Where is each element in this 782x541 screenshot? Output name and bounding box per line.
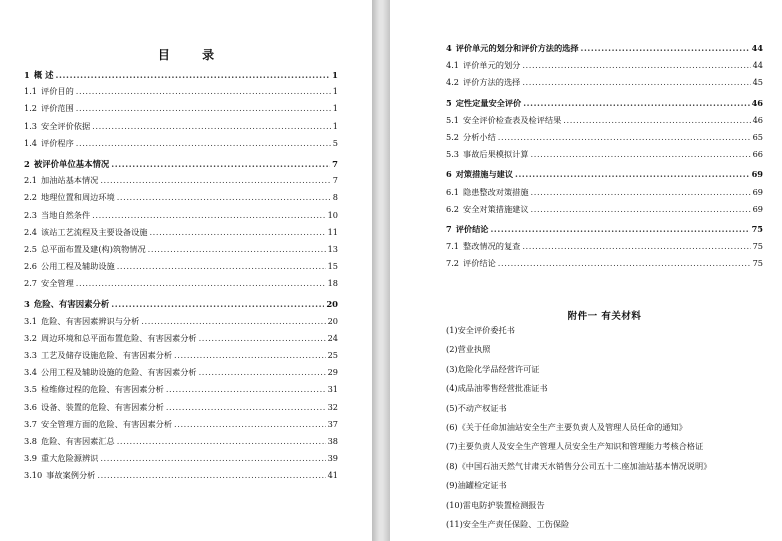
toc-page-number: 65 [752, 131, 763, 142]
toc-entry-number: 7 [446, 223, 452, 234]
attachment-item: (1)安全评价委托书 [446, 325, 515, 335]
toc-section-row[interactable] [446, 149, 763, 166]
toc-section-row[interactable] [24, 316, 338, 333]
toc-entry-number: 5 [446, 97, 452, 108]
toc-leader-dots [174, 350, 326, 360]
toc-entry-title: 事故案例分析 [46, 470, 96, 481]
toc-page-number: 69 [751, 169, 763, 180]
toc-page-number: 69 [752, 203, 763, 214]
toc-leader-dots [92, 210, 325, 220]
toc-leader-dots [117, 192, 331, 202]
toc-leader-dots [76, 86, 331, 96]
toc-entries-right [446, 43, 763, 275]
attachment-item: (6)《关于任命加油站安全生产主要负责人及管理人员任命的通知》 [446, 421, 687, 432]
toc-title: 目 录 [157, 48, 229, 62]
toc-entry-number: 2.6 [24, 261, 38, 272]
toc-entry-number: 1 [24, 70, 30, 80]
toc-entry-title: 分析小结 [463, 131, 496, 142]
toc-entry-number: 7.2 [446, 258, 460, 269]
toc-leader-dots [166, 402, 326, 412]
attachment-title: 附件一 有关材料 [567, 311, 642, 322]
toc-page-number: 7 [332, 158, 338, 169]
toc-entry-number: 5.3 [446, 149, 460, 160]
attachment-item: (7)主要负责人及安全生产管理人员安全生产知识和管理能力考核合格证 [446, 441, 704, 452]
toc-section-row[interactable] [24, 261, 338, 278]
toc-entry-title: 安全管理 [41, 278, 74, 289]
toc-page-number: 20 [326, 299, 338, 310]
toc-leader-dots [100, 175, 330, 185]
toc-page-number: 75 [752, 258, 763, 269]
toc-entry-title: 评价结论 [463, 258, 496, 269]
toc-entry-title: 概 述 [33, 70, 54, 80]
toc-section-row[interactable] [24, 419, 338, 436]
attachment-item: (8)《中国石油天然气甘肃天水销售分公司五十二座加油站基本情况说明》 [446, 460, 712, 471]
toc-entry-number: 3.1 [24, 315, 38, 326]
toc-leader-dots [515, 169, 750, 179]
toc-leader-dots [148, 244, 326, 254]
toc-entry-number: 6.2 [446, 203, 460, 214]
toc-section-row[interactable] [24, 227, 338, 244]
toc-entry-title: 评价单元的划分和评价方法的选择 [455, 43, 579, 53]
toc-entry-number: 6 [446, 169, 452, 180]
toc-entry-number: 3.8 [24, 435, 38, 446]
toc-entry-number: 2.5 [24, 243, 38, 254]
toc-chapter-row[interactable] [446, 43, 763, 60]
toc-leader-dots [531, 204, 751, 214]
toc-entry-number: 1.4 [24, 137, 38, 148]
toc-leader-dots [523, 98, 749, 108]
toc-leader-dots [117, 261, 326, 271]
toc-entry-number: 1.3 [24, 120, 38, 131]
toc-section-row[interactable] [24, 402, 338, 419]
toc-leader-dots [166, 384, 326, 394]
toc-page-number: 29 [327, 367, 338, 378]
toc-page-number: 44 [751, 43, 763, 53]
toc-page-number: 75 [752, 241, 763, 252]
toc-entry-title: 公用工程及辅助设施 [41, 261, 115, 272]
toc-entry-number: 4 [446, 43, 452, 53]
toc-page-number: 46 [752, 114, 763, 125]
toc-entry-title: 安全管理方面的危险、有害因素分析 [41, 418, 173, 429]
toc-page-number: 1 [332, 86, 338, 97]
toc-page-number: 5 [332, 137, 338, 148]
toc-leader-dots [100, 453, 325, 463]
toc-page-number: 8 [332, 192, 338, 203]
attachment-item: (4)成品油零售经营批准证书 [446, 383, 548, 394]
toc-entry-title: 重大危险源辨识 [41, 453, 99, 464]
toc-entries-left [24, 69, 338, 488]
toc-section-row[interactable] [24, 175, 338, 192]
toc-entry-title: 评价结论 [455, 223, 489, 234]
toc-section-row[interactable] [24, 121, 338, 138]
toc-page-number: 32 [327, 401, 338, 412]
toc-section-row[interactable] [24, 367, 338, 384]
toc-page-number: 31 [327, 384, 338, 395]
toc-entry-title: 评价方法的选择 [463, 77, 521, 88]
toc-page-number: 15 [327, 261, 338, 272]
attachment-item: (11)安全生产责任保险、工伤保险 [446, 518, 570, 529]
toc-leader-dots [522, 60, 750, 70]
toc-leader-dots [174, 419, 326, 429]
toc-leader-dots [92, 121, 331, 131]
toc-leader-dots [522, 241, 750, 251]
toc-section-row[interactable] [446, 187, 763, 204]
toc-entry-title: 危险、有害因素分析 [33, 299, 110, 310]
toc-section-row[interactable] [24, 470, 338, 487]
toc-leader-dots [111, 159, 330, 169]
attachment-item: (2)营业执照 [446, 344, 491, 355]
toc-chapter-row[interactable] [446, 98, 763, 115]
toc-section-row[interactable] [24, 103, 338, 120]
toc-leader-dots [76, 103, 331, 113]
toc-page-number: 46 [751, 97, 763, 108]
toc-entry-title: 设备、装置的危险、有害因素分析 [41, 401, 164, 412]
toc-entry-number: 6.1 [446, 186, 460, 197]
toc-page-number: 39 [327, 453, 338, 464]
toc-section-row[interactable] [24, 350, 338, 367]
toc-page-number: 1 [332, 120, 338, 131]
toc-page-number: 10 [327, 209, 338, 220]
toc-leader-dots [141, 316, 325, 326]
toc-entry-title: 检维修过程的危险、有害因素分析 [41, 384, 164, 395]
toc-entry-title: 危险、有害因素汇总 [41, 435, 115, 446]
toc-entry-title: 对策措施与建议 [455, 169, 514, 180]
toc-page-number: 20 [327, 315, 338, 326]
toc-page-right [390, 0, 782, 541]
toc-entry-title: 隐患整改对策措施 [463, 186, 529, 197]
toc-entry-number: 1.1 [24, 86, 38, 97]
toc-leader-dots [111, 299, 324, 309]
toc-entry-number: 4.2 [446, 77, 460, 88]
toc-page-number: 13 [327, 243, 338, 254]
toc-leader-dots [522, 77, 750, 87]
attachment-item: (3)危险化学品经营许可证 [446, 363, 540, 374]
toc-entry-title: 评价范围 [41, 103, 74, 114]
toc-entry-number: 4.1 [446, 60, 460, 71]
toc-leader-dots [498, 258, 751, 268]
toc-page-number: 1 [332, 103, 338, 114]
toc-entry-number: 3.3 [24, 350, 38, 360]
toc-entry-number: 2.1 [24, 175, 38, 186]
toc-page-left [0, 0, 372, 541]
toc-page-number: 24 [327, 332, 338, 343]
toc-page-number: 45 [752, 77, 763, 88]
toc-page-number: 7 [332, 175, 338, 186]
toc-section-row[interactable] [24, 384, 338, 401]
toc-entry-title: 危险、有害因素辨识与分析 [41, 315, 140, 326]
toc-leader-dots [490, 224, 749, 234]
toc-chapter-row[interactable] [24, 158, 338, 175]
toc-entry-number: 5.1 [446, 114, 460, 125]
toc-entry-title: 被评价单位基本情况 [33, 158, 110, 169]
toc-entry-number: 3.5 [24, 384, 38, 395]
toc-section-row[interactable] [446, 241, 763, 258]
toc-entry-title: 安全对策措施建议 [463, 203, 529, 214]
toc-section-row[interactable] [446, 204, 763, 221]
toc-section-row[interactable] [24, 436, 338, 453]
toc-section-row[interactable] [446, 258, 763, 275]
toc-section-row[interactable] [24, 244, 338, 261]
toc-page-number: 44 [752, 60, 763, 71]
toc-entry-title: 周边环境和总平面布置危险、有害因素分析 [41, 332, 197, 343]
toc-chapter-row[interactable] [24, 298, 338, 315]
toc-entry-number: 2 [24, 158, 30, 169]
toc-entry-number: 3 [24, 299, 30, 310]
toc-entry-number: 3.2 [24, 332, 38, 343]
toc-entry-title: 地理位置和周边环境 [41, 192, 115, 203]
toc-entry-title: 加油站基本情况 [41, 175, 99, 186]
toc-page-number: 38 [327, 435, 338, 446]
toc-chapter-row[interactable] [24, 69, 338, 86]
toc-leader-dots [199, 367, 326, 377]
toc-page-number: 18 [327, 278, 338, 289]
toc-entry-title: 评价目的 [41, 86, 74, 97]
toc-entry-number: 2.7 [24, 278, 38, 289]
toc-page-number: 1 [332, 70, 338, 80]
toc-page-number: 37 [327, 418, 338, 429]
toc-entry-title: 当地自然条件 [41, 209, 91, 220]
attachment-item: (5)不动产权证书 [446, 402, 507, 413]
toc-leader-dots [97, 470, 325, 480]
toc-section-row[interactable] [24, 192, 338, 209]
toc-leader-dots [76, 138, 331, 148]
toc-section-row[interactable] [24, 210, 338, 227]
toc-leader-dots [199, 333, 326, 343]
toc-leader-dots [498, 132, 751, 142]
toc-entry-number: 3.6 [24, 401, 38, 412]
toc-section-row[interactable] [446, 115, 763, 132]
toc-section-row[interactable] [24, 138, 338, 155]
toc-entry-number: 3.9 [24, 453, 38, 464]
toc-leader-dots [56, 70, 331, 80]
toc-entry-title: 公用工程及辅助设施的危险、有害因素分析 [41, 367, 197, 378]
page-gutter [372, 0, 390, 541]
toc-section-row[interactable] [24, 86, 338, 103]
toc-page-number: 66 [752, 149, 763, 160]
toc-chapter-row[interactable] [446, 169, 763, 186]
toc-section-row[interactable] [446, 132, 763, 149]
toc-entry-title: 安全评价依据 [41, 120, 91, 131]
toc-entry-number: 2.4 [24, 226, 38, 237]
toc-entry-number: 2.2 [24, 192, 38, 203]
toc-entry-title: 安全评价检查表及检评结果 [463, 114, 562, 125]
toc-section-row[interactable] [446, 60, 763, 77]
toc-leader-dots [76, 278, 326, 288]
toc-entry-title: 该站工艺流程及主要设备设施 [41, 226, 148, 237]
toc-leader-dots [117, 436, 326, 446]
toc-entry-title: 整改情况的复查 [463, 241, 521, 252]
toc-leader-dots [531, 187, 751, 197]
toc-entry-number: 5.2 [446, 131, 460, 142]
toc-entry-title: 评价程序 [41, 137, 74, 148]
toc-leader-dots [149, 227, 325, 237]
attachment-item: (10)雷电防护装置检测报告 [446, 499, 545, 510]
toc-entry-number: 3.10 [24, 470, 43, 481]
toc-chapter-row[interactable] [446, 224, 763, 241]
attachment-item: (9)油罐检定证书 [446, 480, 507, 491]
toc-entry-title: 工艺及储存设施危险、有害因素分析 [41, 350, 173, 360]
toc-entry-title: 事故后果模拟计算 [463, 149, 529, 160]
toc-entry-title: 评价单元的划分 [463, 60, 521, 71]
toc-entry-title: 定性定量安全评价 [455, 97, 522, 108]
toc-page-number: 75 [751, 223, 763, 234]
toc-section-row[interactable] [24, 333, 338, 350]
toc-page-number: 69 [752, 186, 763, 197]
toc-section-row[interactable] [446, 77, 763, 94]
toc-entry-number: 3.7 [24, 418, 38, 429]
toc-entry-number: 7.1 [446, 241, 460, 252]
toc-section-row[interactable] [24, 453, 338, 470]
toc-section-row[interactable] [24, 278, 338, 295]
toc-entry-title: 总平面布置及建(构)筑物情况 [41, 243, 146, 254]
toc-entry-number: 3.4 [24, 367, 38, 378]
toc-page-number: 11 [327, 226, 338, 237]
toc-entry-number: 2.3 [24, 209, 38, 220]
toc-leader-dots [531, 149, 751, 159]
toc-leader-dots [581, 43, 750, 53]
attachment-list [446, 325, 776, 538]
toc-entry-number: 1.2 [24, 103, 38, 114]
toc-leader-dots [563, 115, 750, 125]
toc-page-number: 25 [327, 350, 338, 360]
toc-page-number: 41 [327, 470, 338, 481]
